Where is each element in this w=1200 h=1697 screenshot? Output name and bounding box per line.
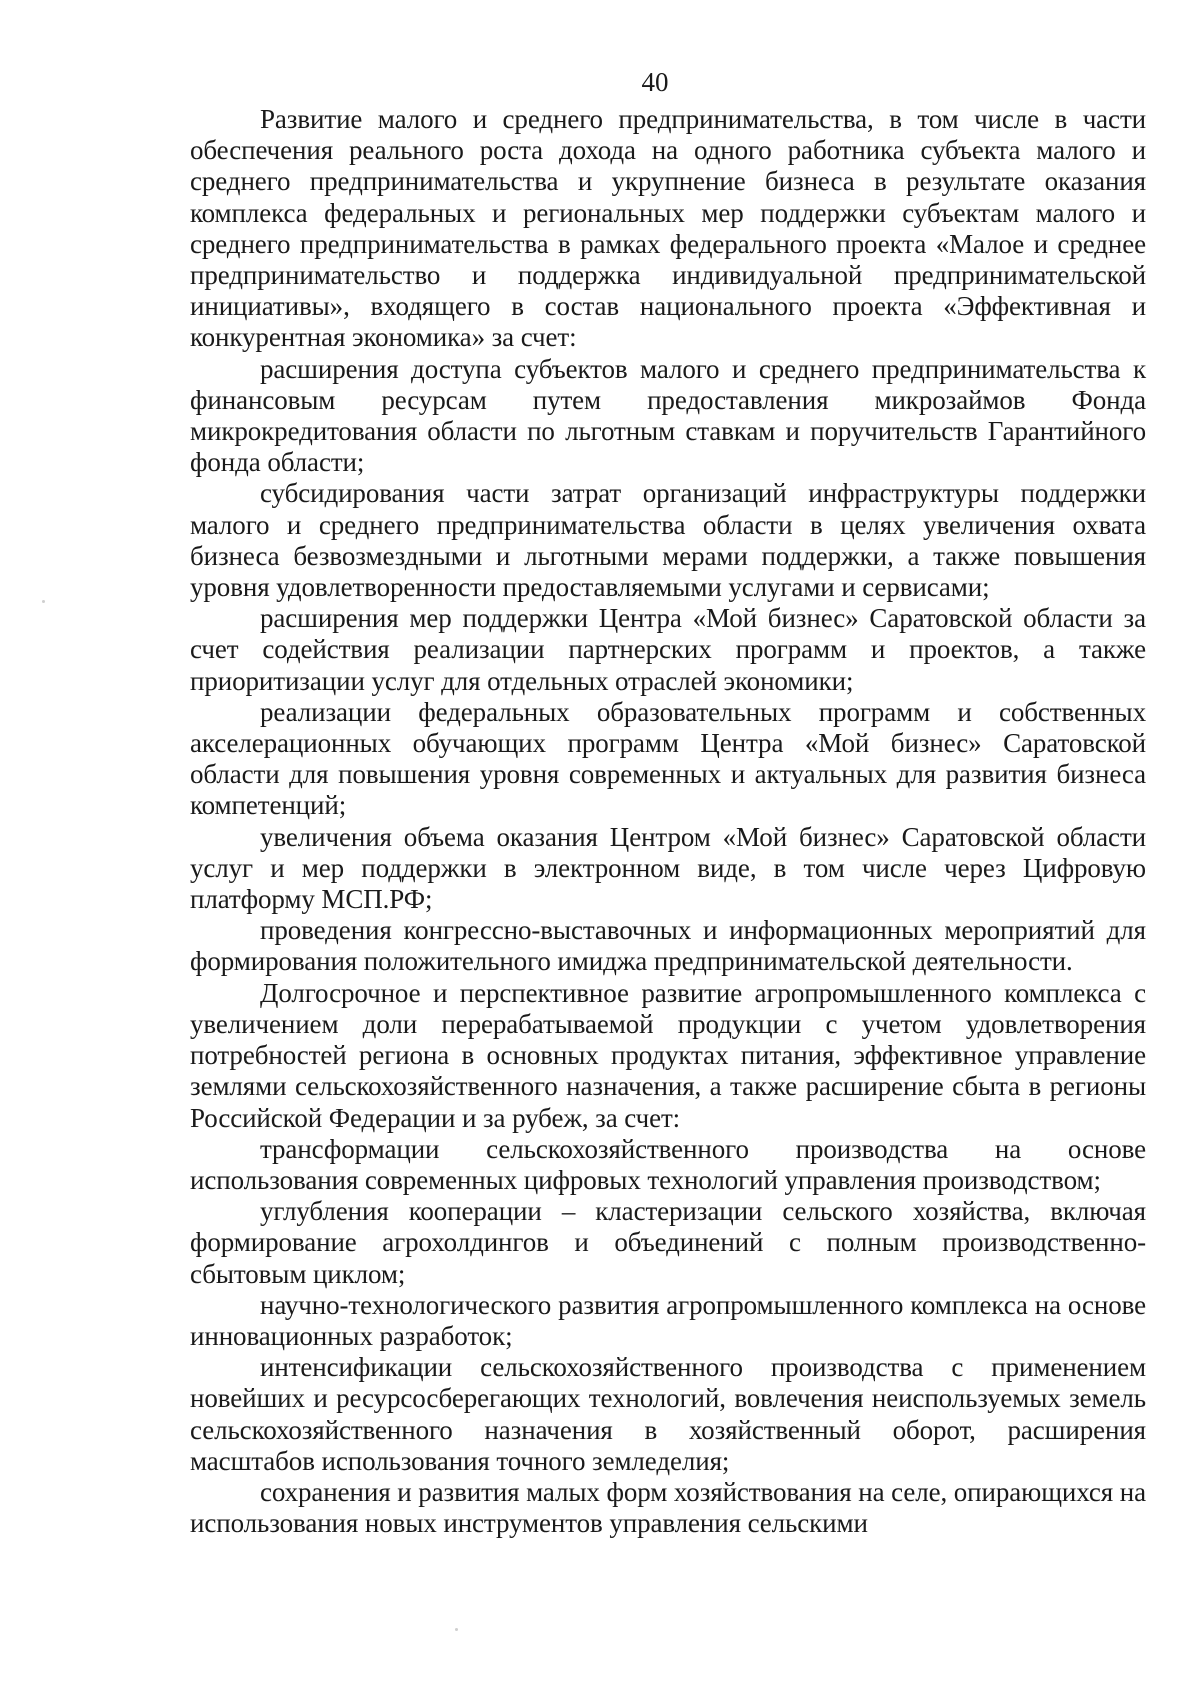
paragraph: расширения мер поддержки Центра «Мой бизнес» Саратовской области за счет содействия реализации партнерских программ и проектов, а также приоритизации услуг для отдельных отраслей экономики; — [190, 603, 1146, 696]
paragraph: расширения доступа субъектов малого и среднего предпринимательства к финансовым ресурсам путем предоставления микрозаймов Фонда микрокредитования области по льготным ставкам и поручительств Гарантийного фонда области; — [190, 353, 1146, 478]
paragraph: проведения конгрессно-выставочных и информационных мероприятий для формирования положительного имиджа предпринимательской деятельности. — [190, 915, 1146, 977]
page-number: 40 — [641, 67, 669, 97]
paragraph: реализации федеральных образовательных программ и собственных акселерационных обучающих программ Центра «Мой бизнес» Саратовской области для повышения уровня современных и актуальных для развития бизнеса компетенций; — [190, 696, 1146, 821]
paragraph: интенсификации сельскохозяйственного производства с применением новейших и ресурсосберегающих технологий, вовлечения неиспользуемых земель сельскохозяйственного назначения в хозяйственный оборот, расширения масштабов использования точного земледелия; — [190, 1352, 1146, 1476]
body-text — [190, 104, 1146, 1539]
scan-speck — [455, 1628, 458, 1631]
paragraph: трансформации сельскохозяйственного производства на основе использования современных цифровых технологий управления производством; — [190, 1133, 1146, 1195]
scan-speck — [42, 600, 45, 603]
paragraph: Развитие малого и среднего предпринимательства, в том числе в части обеспечения реального роста дохода на одного работника субъекта малого и среднего предпринимательства и укрупнение бизнеса в результате оказания комплекса федеральных и региональных мер поддержки субъектам малого и среднего предпринимательства в рамках федерального проекта «Малое и среднее предпринимательство и поддержка индивидуальной предпринимательской инициативы», входящего в состав национального проекта «Эффективная и конкурентная экономика» за счет: — [190, 104, 1146, 353]
paragraph: научно-технологического развития агропромышленного комплекса на основе инновационных разработок; — [190, 1289, 1146, 1351]
paragraph: субсидирования части затрат организаций инфраструктуры поддержки малого и среднего предпринимательства области в целях увеличения охвата бизнеса безвозмездными и льготными мерами поддержки, а также повышения уровня удовлетворенности предоставляемыми услугами и сервисами; — [190, 478, 1146, 603]
paragraph: углубления кооперации – кластеризации сельского хозяйства, включая формирование агрохолдингов и объединений с полным производственно-сбытовым циклом; — [190, 1196, 1146, 1289]
paragraph: Долгосрочное и перспективное развитие агропромышленного комплекса с увеличением доли перерабатываемой продукции с учетом удовлетворения потребностей региона в основных продуктах питания, эффективное управление землями сельскохозяйственного назначения, а также расширение сбыта в регионы Российской Федерации и за рубеж, за счет: — [190, 977, 1146, 1133]
paragraph: увеличения объема оказания Центром «Мой бизнес» Саратовской области услуг и мер поддержки в электронном виде, в том числе через Цифровую платформу МСП.РФ; — [190, 821, 1146, 915]
paragraph: сохранения и развития малых форм хозяйствования на селе, опирающихся на использования новых инструментов управления сельскими — [190, 1476, 1146, 1539]
